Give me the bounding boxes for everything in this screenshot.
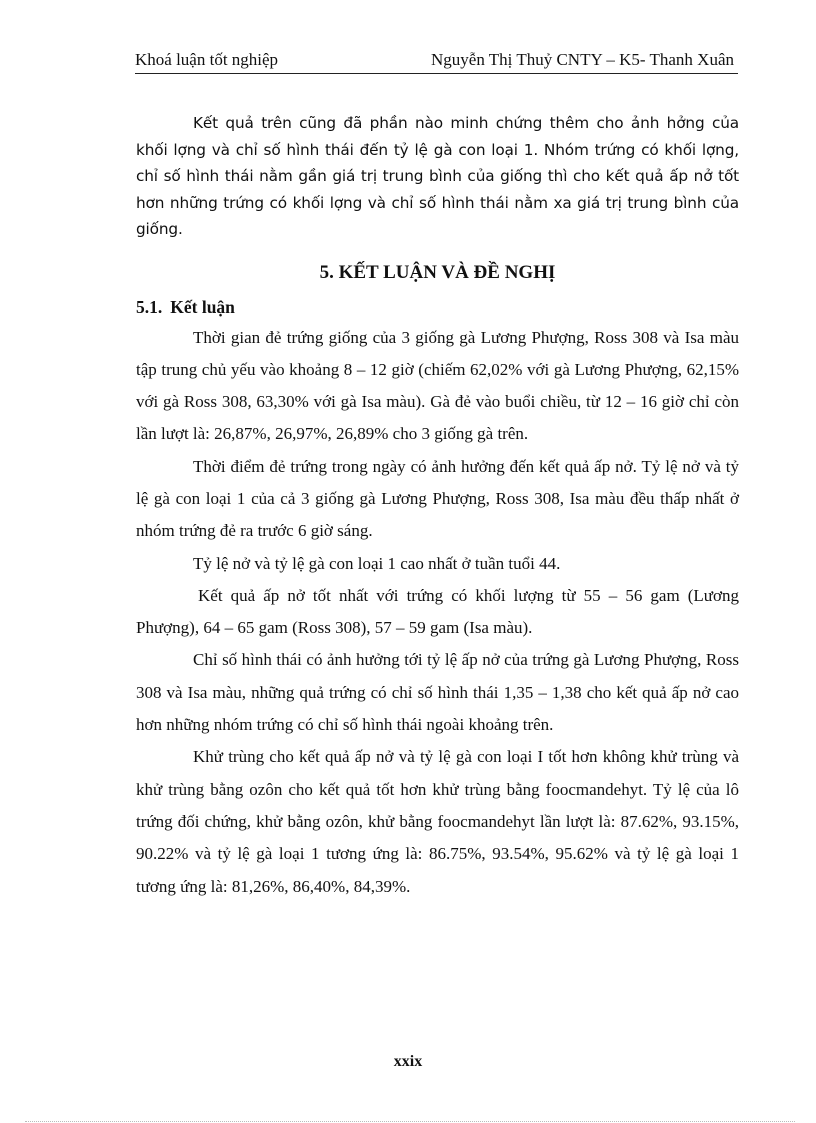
- page-number: xxix: [393, 1053, 423, 1070]
- conclusion-paragraph: Chỉ số hình thái có ảnh hưởng tới tỷ lệ ấp nở của trứng gà Lương Phượng, Ross 308 và Isa màu, những quả trứng có chỉ số hình thái 1,35 – 1,38 cho kết quả ấp nở cao hơn những nhóm trứng có chỉ số hình thái ngoài khoảng trên.: [136, 650, 739, 735]
- conclusion-paragraph: Kết quả ấp nở tốt nhất với trứng có khối lượng từ 55 – 56 gam (Lương Phượng), 64 – 65 gam (Ross 308), 57 – 59 gam (Isa màu).: [136, 585, 739, 638]
- page-header: [135, 48, 738, 74]
- header-author: Nguyễn Thị Thuỷ CNTY – K5- Thanh Xuân: [431, 50, 734, 69]
- conclusion-paragraph: Thời gian đẻ trứng giống của 3 giống gà Lương Phượng, Ross 308 và Isa màu tập trung chủ yếu vào khoảng 8 – 12 giờ (chiếm 62,02% với gà Lương Phượng, 62,15% với gà Ross 308, 63,30% với gà Isa màu). Gà đẻ vào buổi chiều, từ 12 – 16 giờ chỉ còn lần lượt là: 26,87%, 26,97%, 26,89% cho 3 giống gà trên.: [136, 327, 739, 444]
- conclusion-paragraph: Thời điểm đẻ trứng trong ngày có ảnh hưởng đến kết quả ấp nở. Tỷ lệ nở và tỷ lệ gà con loại 1 của cả 3 giống gà Lương Phượng, Ross 308, Isa màu đều thấp nhất ở nhóm trứng đẻ ra trước 6 giờ sáng.: [136, 456, 739, 541]
- subsection-heading: [136, 292, 739, 322]
- conclusion-paragraph: Tỷ lệ nở và tỷ lệ gà con loại 1 cao nhất ở tuần tuổi 44.: [193, 553, 561, 573]
- intro-paragraph: Kết quả trên cũng đã phần nào minh chứng thêm cho ảnh hởng của khối lợng và chỉ số hình thái đến tỷ lệ gà con loại 1. Nhóm trứng có khối lợng, chỉ số hình thái nằm gần giá trị trung bình của giống thì cho kết quả ấp nở tốt hơn những trứng có khối lợng và chỉ số hình thái nằm xa giá trị trung bình của giống.: [136, 114, 739, 238]
- section-title: 5. KẾT LUẬN VÀ ĐỀ NGHỊ: [319, 261, 556, 283]
- subsection-title: Kết luận: [170, 296, 235, 317]
- page-content: [136, 110, 739, 903]
- header-thesis-label: Khoá luận tốt nghiệp: [135, 50, 279, 69]
- conclusion-paragraph: Khử trùng cho kết quả ấp nở và tỷ lệ gà con loại I tốt hơn không khử trùng và khử trùng bằng ozôn cho kết quả tốt hơn khử trùng bằng foocmandehyt. Tỷ lệ của lô trứng đối chứng, khử bằng ozôn, khử bằng foocmandehyt lần lượt là: 87.62%, 93.15%, 90.22% và tỷ lệ gà loại 1 tương ứng là: 86.75%, 93.54%, 95.62% và tỷ lệ gà loại 1 tương ứng là: 81,26%, 86,40%, 84,39%.: [136, 747, 739, 896]
- subsection-number: 5.1.: [136, 296, 163, 317]
- page-break-line: [25, 1121, 795, 1122]
